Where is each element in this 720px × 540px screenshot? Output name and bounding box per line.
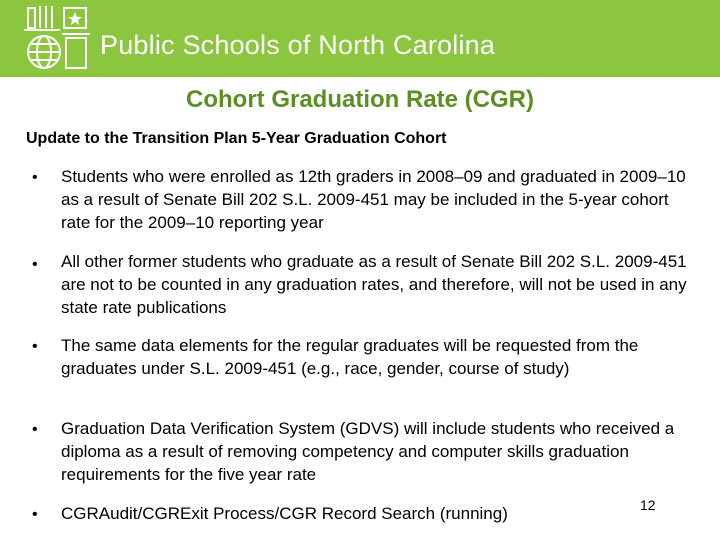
bullet-marker: • xyxy=(32,256,38,273)
bullet-item: Students who were enrolled as 12th graders in 2008–09 and graduated in 2009–10 as a result of Senate Bill 202 S.L. 2009-451 may be included in the 5-year cohort rate for the 2009–10 reporting year xyxy=(61,167,686,232)
bullet-marker: • xyxy=(32,169,38,186)
page-number: 12 xyxy=(640,497,656,513)
bullet-marker: • xyxy=(32,421,38,438)
bullet-item: CGRAudit/CGRExit Process/CGR Record Search (running) xyxy=(61,504,508,523)
bullet-item: The same data elements for the regular graduates will be requested from the graduates under S.L. 2009-451 (e.g., race, gender, course of study) xyxy=(61,336,639,378)
bullet-marker: • xyxy=(32,338,38,355)
slide-subtitle: Update to the Transition Plan 5-Year Graduation Cohort xyxy=(26,130,447,147)
slide-title: Cohort Graduation Rate (CGR) xyxy=(186,86,534,113)
organization-name: Public Schools of North Carolina xyxy=(100,30,496,60)
bullet-item: All other former students who graduate as a result of Senate Bill 202 S.L. 2009-451 are not to be counted in any graduation rates, and therefore, will not be used in any state rate publications xyxy=(61,252,687,317)
bullet-marker: • xyxy=(32,506,38,523)
header-banner xyxy=(0,0,720,77)
bullet-item: Graduation Data Verification System (GDVS) will include students who received a diploma as a result of removing competency and computer skills graduation requirements for the five year rate xyxy=(61,419,675,484)
nc-state-seal-icon xyxy=(20,4,92,72)
